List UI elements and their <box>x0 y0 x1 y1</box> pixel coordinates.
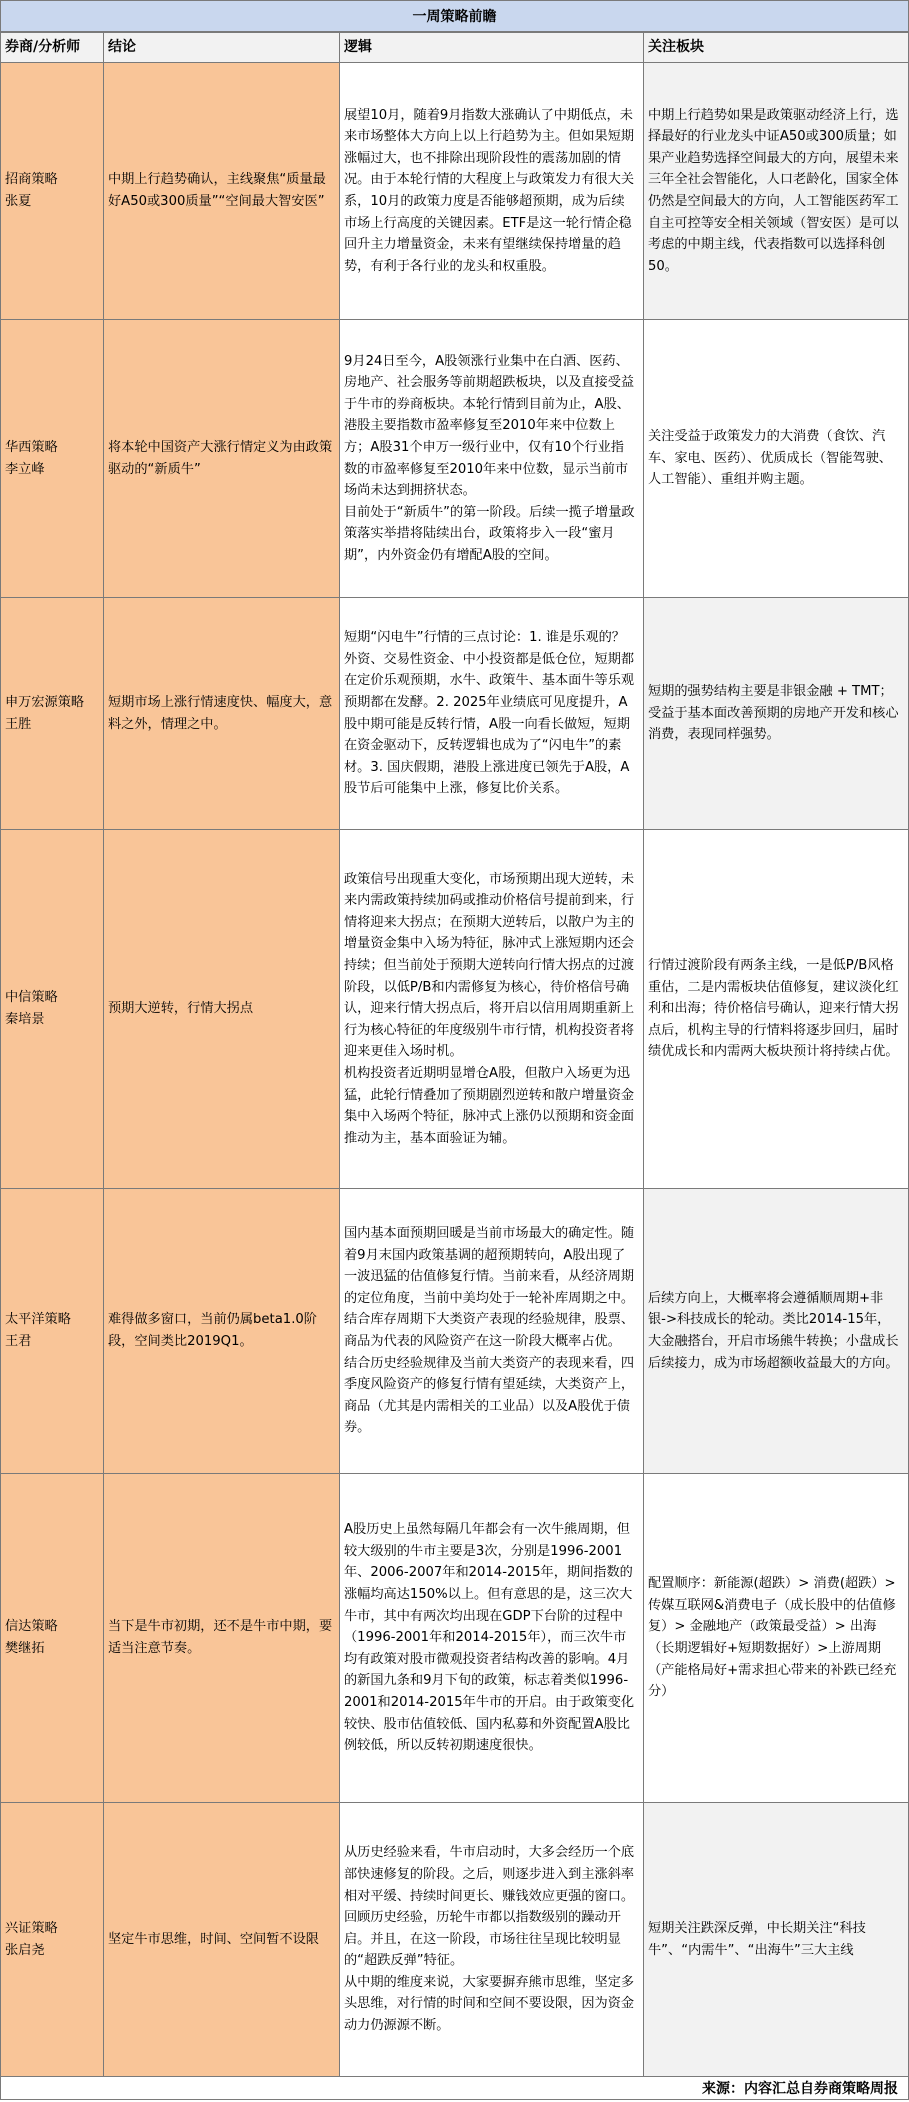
sectors-cell <box>643 597 909 830</box>
conclusion-text: 预期大逆转，行情大拐点 <box>108 1001 254 1017</box>
broker-name: 信达策略 <box>5 1619 58 1635</box>
conclusion-text: 中期上行趋势确认，主线聚焦“质量最好A50或300质量”“空间最大智安医” <box>108 172 326 209</box>
broker-name: 招商策略 <box>5 172 58 188</box>
analyst-name: 王胜 <box>5 716 32 732</box>
header-conclusion: 结论 <box>103 32 340 63</box>
conclusion-cell <box>103 62 340 320</box>
broker-cell <box>0 1802 104 2077</box>
analyst-name: 王君 <box>5 1334 32 1349</box>
logic-cell <box>339 1802 644 2077</box>
conclusion-cell <box>103 1188 340 1474</box>
broker-cell <box>0 1188 104 1474</box>
header-logic: 逻辑 <box>339 32 644 63</box>
broker-cell <box>0 1473 104 1803</box>
table-title: 一周策略前瞻 <box>0 0 909 32</box>
logic-cell <box>339 1188 644 1474</box>
logic-paragraph: 目前处于“新质牛”的第一阶段。后续一揽子增量政策落实举措将陆续出台，政策将步入一段“蜜月期”，内外资金仍有增配A股的空间。 <box>344 504 635 563</box>
broker-cell <box>0 319 104 598</box>
conclusion-text: 短期市场上涨行情速度快、幅度大，意料之外，情理之中。 <box>108 694 333 732</box>
logic-cell <box>339 829 644 1189</box>
logic-paragraph: 展望10月，随着9月指数大涨确认了中期低点，未来市场整体大方向上以上行趋势为主。但如果短期涨幅过大，也不排除出现阶段性的震荡加剧的情况。由于本轮行情的大程度上与政策发力有很大关系，10月的政策力度是否能够超预期，成为后续市场上行高度的关键因素。ETF是这一轮行情企稳回升主力增量资金，未来有望继续保持增量的趋势，有利于各行业的龙头和权重股。 <box>344 107 635 274</box>
logic-paragraph: 短期“闪电牛”行情的三点讨论：1. 谁是乐观的？外资、交易性资金、中小投资都是低仓位，短期都在定价乐观预期，水牛、政策牛、基本面牛等乐观预期都在发酵。2. 2025年业绩底可见度提升，A股中期可能是反转行情，A股一向看长做短，短期在资金驱动下，反转逻辑也成为了“闪电牛”的素材。3. 国庆假期，港股上涨进度已领先于A股，A股节后可能集中上涨，修复比价关系。 <box>344 630 635 797</box>
broker-name: 华西策略 <box>5 439 58 455</box>
sectors-cell <box>643 1473 909 1803</box>
conclusion-text: 难得做多窗口，当前仍属beta1.0阶段，空间类比2019Q1。 <box>108 1312 317 1349</box>
broker-cell <box>0 829 104 1189</box>
conclusion-cell <box>103 597 340 830</box>
sectors-cell <box>643 1802 909 2077</box>
logic-paragraph: A股历史上虽然每隔几年都会有一次牛熊周期，但较大级别的牛市主要是3次，分别是1996-2001年、2006-2007年和2014-2015年，期间指数的涨幅均高达150%以上。但有意思的是，这三次大牛市，其中有两次均出现在GDP下台阶的过程中（1996-2001年和2014-2015年），而三次牛市均有政策对股市微观投资者结构改善的影响。4月的新国九条和9月下旬的政策，标志着类似1996-2001和2014-2015年牛市的开启。由于政策变化较快、股市估值较低、国内私募和外资配置A股比例较低，所以反转初期速度很快。 <box>344 1522 635 1754</box>
logic-paragraph: 国内基本面预期回暖是当前市场最大的确定性。随着9月末国内政策基调的超预期转向，A股出现了一波迅猛的估值修复行情。当前来看，从经济周期的定位角度，当前中美均处于一轮补库周期之中。结合库存周期下大类资产表现的经验规律，股票、商品为代表的风险资产在这一阶段大概率占优。 <box>344 1226 635 1349</box>
broker-name: 申万宏源策略 <box>5 694 85 710</box>
logic-paragraph: 从历史经验来看，牛市启动时，大多会经历一个底部快速修复的阶段。之后，则逐步进入到主涨斜率相对平缓、持续时间更长、赚钱效应更强的窗口。 <box>344 1845 635 1904</box>
conclusion-text: 将本轮中国资产大涨行情定义为由政策驱动的“新质牛” <box>108 439 333 477</box>
conclusion-cell <box>103 1473 340 1803</box>
logic-paragraph: 结合历史经验规律及当前大类资产的表现来看，四季度风险资产的修复行情有望延续，大类资产上，商品（尤其是内需相关的工业品）以及A股优于债券。 <box>344 1355 635 1436</box>
sectors-text: 后续方向上，大概率将会遵循顺周期+非银->科技成长的轮动。类比2014-15年，大金融搭台，开启市场熊牛转换；小盘成长后续接力，成为市场超额收益最大的方向。 <box>648 1290 899 1371</box>
logic-paragraph: 回顾历史经验，历轮牛市都以指数级别的躁动开启。并且，在这一阶段，市场往往呈现比较明显的“超跌反弹”特征。 <box>344 1910 621 1969</box>
header-row <box>0 32 909 62</box>
analyst-name: 张夏 <box>5 194 32 209</box>
broker-name: 太平洋策略 <box>5 1312 71 1328</box>
source-footer: 来源：内容汇总自券商策略周报 <box>0 2076 909 2100</box>
sectors-cell <box>643 829 909 1189</box>
sectors-text: 关注受益于政策发力的大消费（食饮、汽车、家电、医药）、优质成长（智能驾驶、人工智能）、重组并购主题。 <box>648 429 892 488</box>
logic-cell <box>339 62 644 320</box>
broker-cell <box>0 62 104 320</box>
logic-paragraph: 从中期的维度来说，大家要摒弃熊市思维，坚定多头思维，对行情的时间和空间不要设限，因为资金动力仍源源不断。 <box>344 1974 635 2034</box>
sectors-text: 配置顺序：新能源(超跌）> 消费(超跌）> 传媒互联网&消费电子（成长股中的估值修复）> 金融地产（政策最受益）> 出海（长期逻辑好+短期数据好）>上游周期（产能格局好+需求担心带来的补跌已经充分） <box>648 1576 897 1700</box>
analyst-name: 张启尧 <box>5 1942 45 1958</box>
header-sectors: 关注板块 <box>643 32 909 63</box>
conclusion-text: 当下是牛市初期，还不是牛市中期，要适当注意节奏。 <box>108 1619 333 1656</box>
broker-cell <box>0 597 104 830</box>
sectors-text: 短期的强势结构主要是非银金融 + TMT；受益于基本面改善预期的房地产开发和核心消费，表现同样强势。 <box>648 684 899 743</box>
broker-name: 兴证策略 <box>5 1920 58 1936</box>
logic-paragraph: 机构投资者近期明显增仓A股，但散户入场更为迅猛，此轮行情叠加了预期剧烈逆转和散户增量资金集中入场两个特征，脉冲式上涨仍以预期和资金面推动为主，基本面验证为辅。 <box>344 1065 635 1146</box>
analyst-name: 樊继拓 <box>5 1641 45 1656</box>
sectors-cell <box>643 319 909 598</box>
header-broker: 券商/分析师 <box>0 32 104 63</box>
logic-cell <box>339 319 644 598</box>
sectors-text: 行情过渡阶段有两条主线，一是低P/B风格重估，二是内需板块估值修复，建议淡化红利和出海；待价格信号确认，迎来行情大拐点后，机构主导的行情料将逐步回归，届时绩优成长和内需两大板块预计将持续占优。 <box>648 958 899 1060</box>
sectors-cell <box>643 62 909 320</box>
logic-paragraph: 政策信号出现重大变化，市场预期出现大逆转，未来内需政策持续加码或推动价格信号提前到来，行情将迎来大拐点；在预期大逆转后，以散户为主的增量资金集中入场为特征，脉冲式上涨短期内还会持续；但当前处于预期大逆转向行情大拐点的过渡阶段，以低P/B和内需修复为核心，待价格信号确认，迎来行情大拐点后，将开启以信用周期重新上行为核心特征的年度级别牛市行情，机构投资者将迎来更佳入场时机。 <box>344 871 635 1060</box>
broker-name: 中信策略 <box>5 990 58 1006</box>
conclusion-cell <box>103 1802 340 2077</box>
logic-paragraph: 9月24日至今，A股领涨行业集中在白酒、医药、房地产、社会服务等前期超跌板块，以及直接受益于牛市的券商板块。本轮行情到目前为止，A股、港股主要指数市盈率修复至2010年来中位数上方；A股31个申万一级行业中，仅有10个行业指数的市盈率修复至2010年来中位数，显示当前市场尚未达到拥挤状态。 <box>344 353 635 499</box>
sectors-text: 短期关注跌深反弹，中长期关注“科技牛”、“内需牛”、“出海牛”三大主线 <box>648 1920 866 1958</box>
sectors-text: 中期上行趋势如果是政策驱动经济上行，选择最好的行业龙头中证A50或300质量；如果产业趋势选择空间最大的方向，展望未来三年全社会智能化，人口老龄化，国家全体仍然是空间最大的方向，人工智能医药军工自主可控等安全相关领域（智安医）是可以考虑的中期主线，代表指数可以选择科创50。 <box>648 107 899 274</box>
conclusion-cell <box>103 829 340 1189</box>
conclusion-cell <box>103 319 340 598</box>
logic-cell <box>339 1473 644 1803</box>
logic-cell <box>339 597 644 830</box>
analyst-name: 秦培景 <box>5 1012 45 1027</box>
analyst-name: 李立峰 <box>5 461 45 477</box>
sectors-cell <box>643 1188 909 1474</box>
conclusion-text: 坚定牛市思维，时间、空间暂不设限 <box>108 1931 319 1947</box>
